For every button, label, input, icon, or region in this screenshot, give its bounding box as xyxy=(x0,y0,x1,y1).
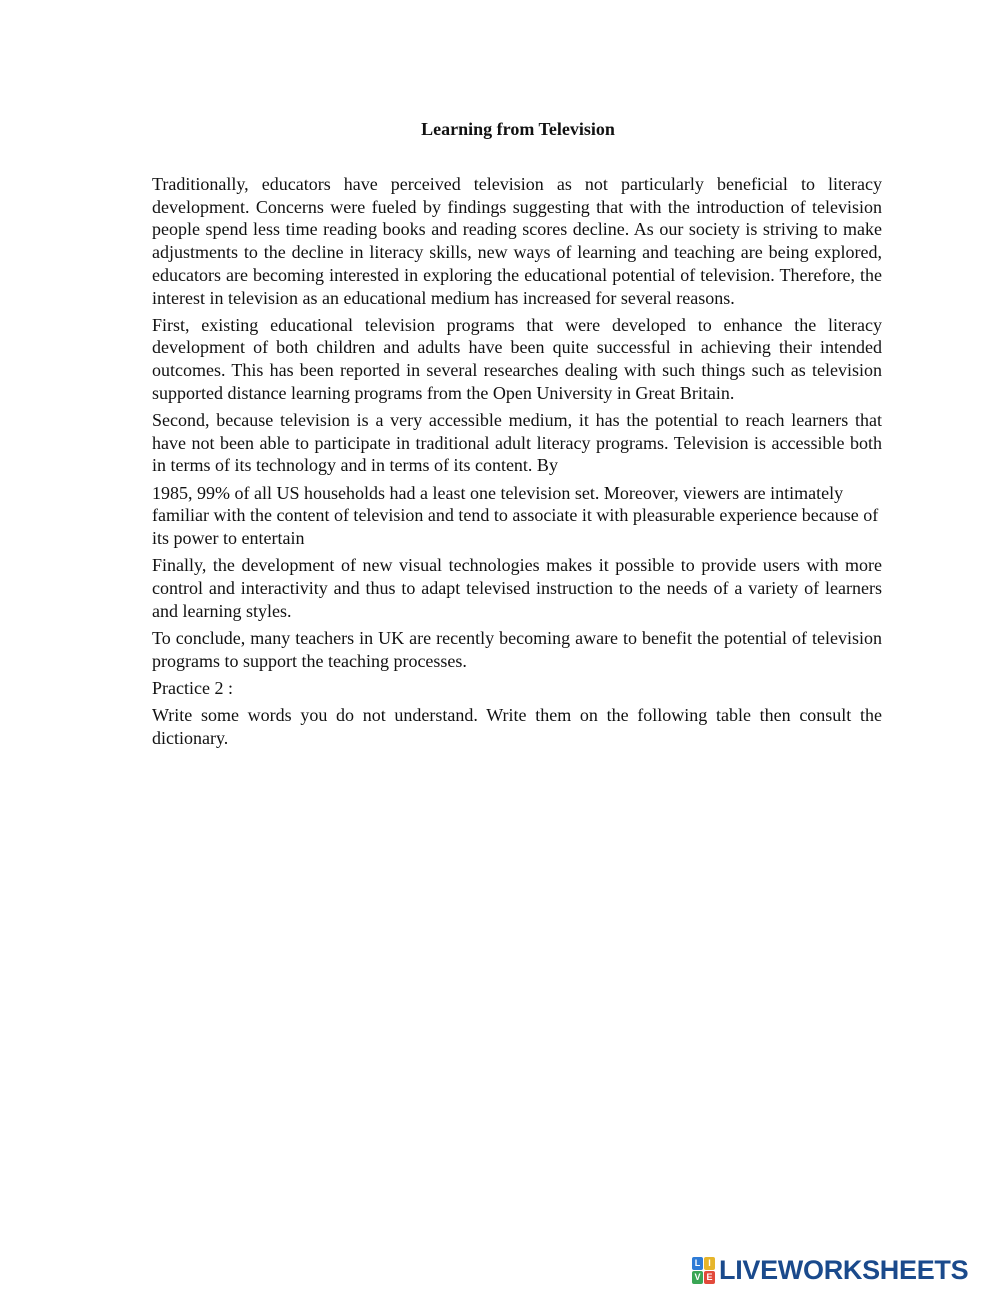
paragraph-finally: Finally, the development of new visual technologies makes it possible to provide users with more control and interactivity and thus to adapt televised instruction to the needs of a variety of learners and learning styles. xyxy=(152,555,882,621)
practice-heading: Practice 2 : xyxy=(152,677,233,698)
logo-mark-letter: E xyxy=(704,1271,715,1284)
liveworksheets-logo xyxy=(692,1256,968,1284)
document-body xyxy=(152,173,882,754)
logo-mark-letter: V xyxy=(692,1271,703,1284)
logo-mark-icon xyxy=(692,1257,715,1284)
logo-mark-letter: I xyxy=(704,1257,715,1270)
paragraph-intro: Traditionally, educators have perceived television as not particularly beneficial to literacy development. Concerns were fueled by findings suggesting that with the introduction of television people spend less time reading books and reading scores decline. As our society is striving to make adjustments to the decline in literacy skills, new ways of learning and teaching are being explored, educators are becoming interested in exploring the educational potential of television. Therefore, the interest in television as an educational medium has increased for several reasons. xyxy=(152,174,882,308)
practice-instruction: Write some words you do not understand. Write them on the following table then consult the dictionary. xyxy=(152,704,882,748)
paragraph-conclude: To conclude, many teachers in UK are recently becoming aware to benefit the potential of television programs to support the teaching processes. xyxy=(152,627,882,671)
page-title: Learning from Television xyxy=(421,119,615,139)
paragraph-second: Second, because television is a very accessible medium, it has the potential to reach learners that have not been able to participate in traditional adult literacy programs. Television is accessible both in terms of its technology and in terms of its content. By xyxy=(152,410,882,476)
paragraph-households: 1985, 99% of all US households had a least one television set. Moreover, viewers are intimately familiar with the content of television and tend to associate it with pleasurable experience because of its power to entertain xyxy=(152,482,879,549)
logo-wordmark: LIVEWORKSHEETS xyxy=(719,1255,969,1285)
logo-mark-letter: L xyxy=(692,1257,703,1270)
paragraph-first: First, existing educational television programs that were developed to enhance the literacy development of both children and adults have been quite successful in achieving their intended outcomes. This has been reported in several researches dealing with such things such as television supported distance learning programs from the Open University in Great Britain. xyxy=(152,314,882,403)
